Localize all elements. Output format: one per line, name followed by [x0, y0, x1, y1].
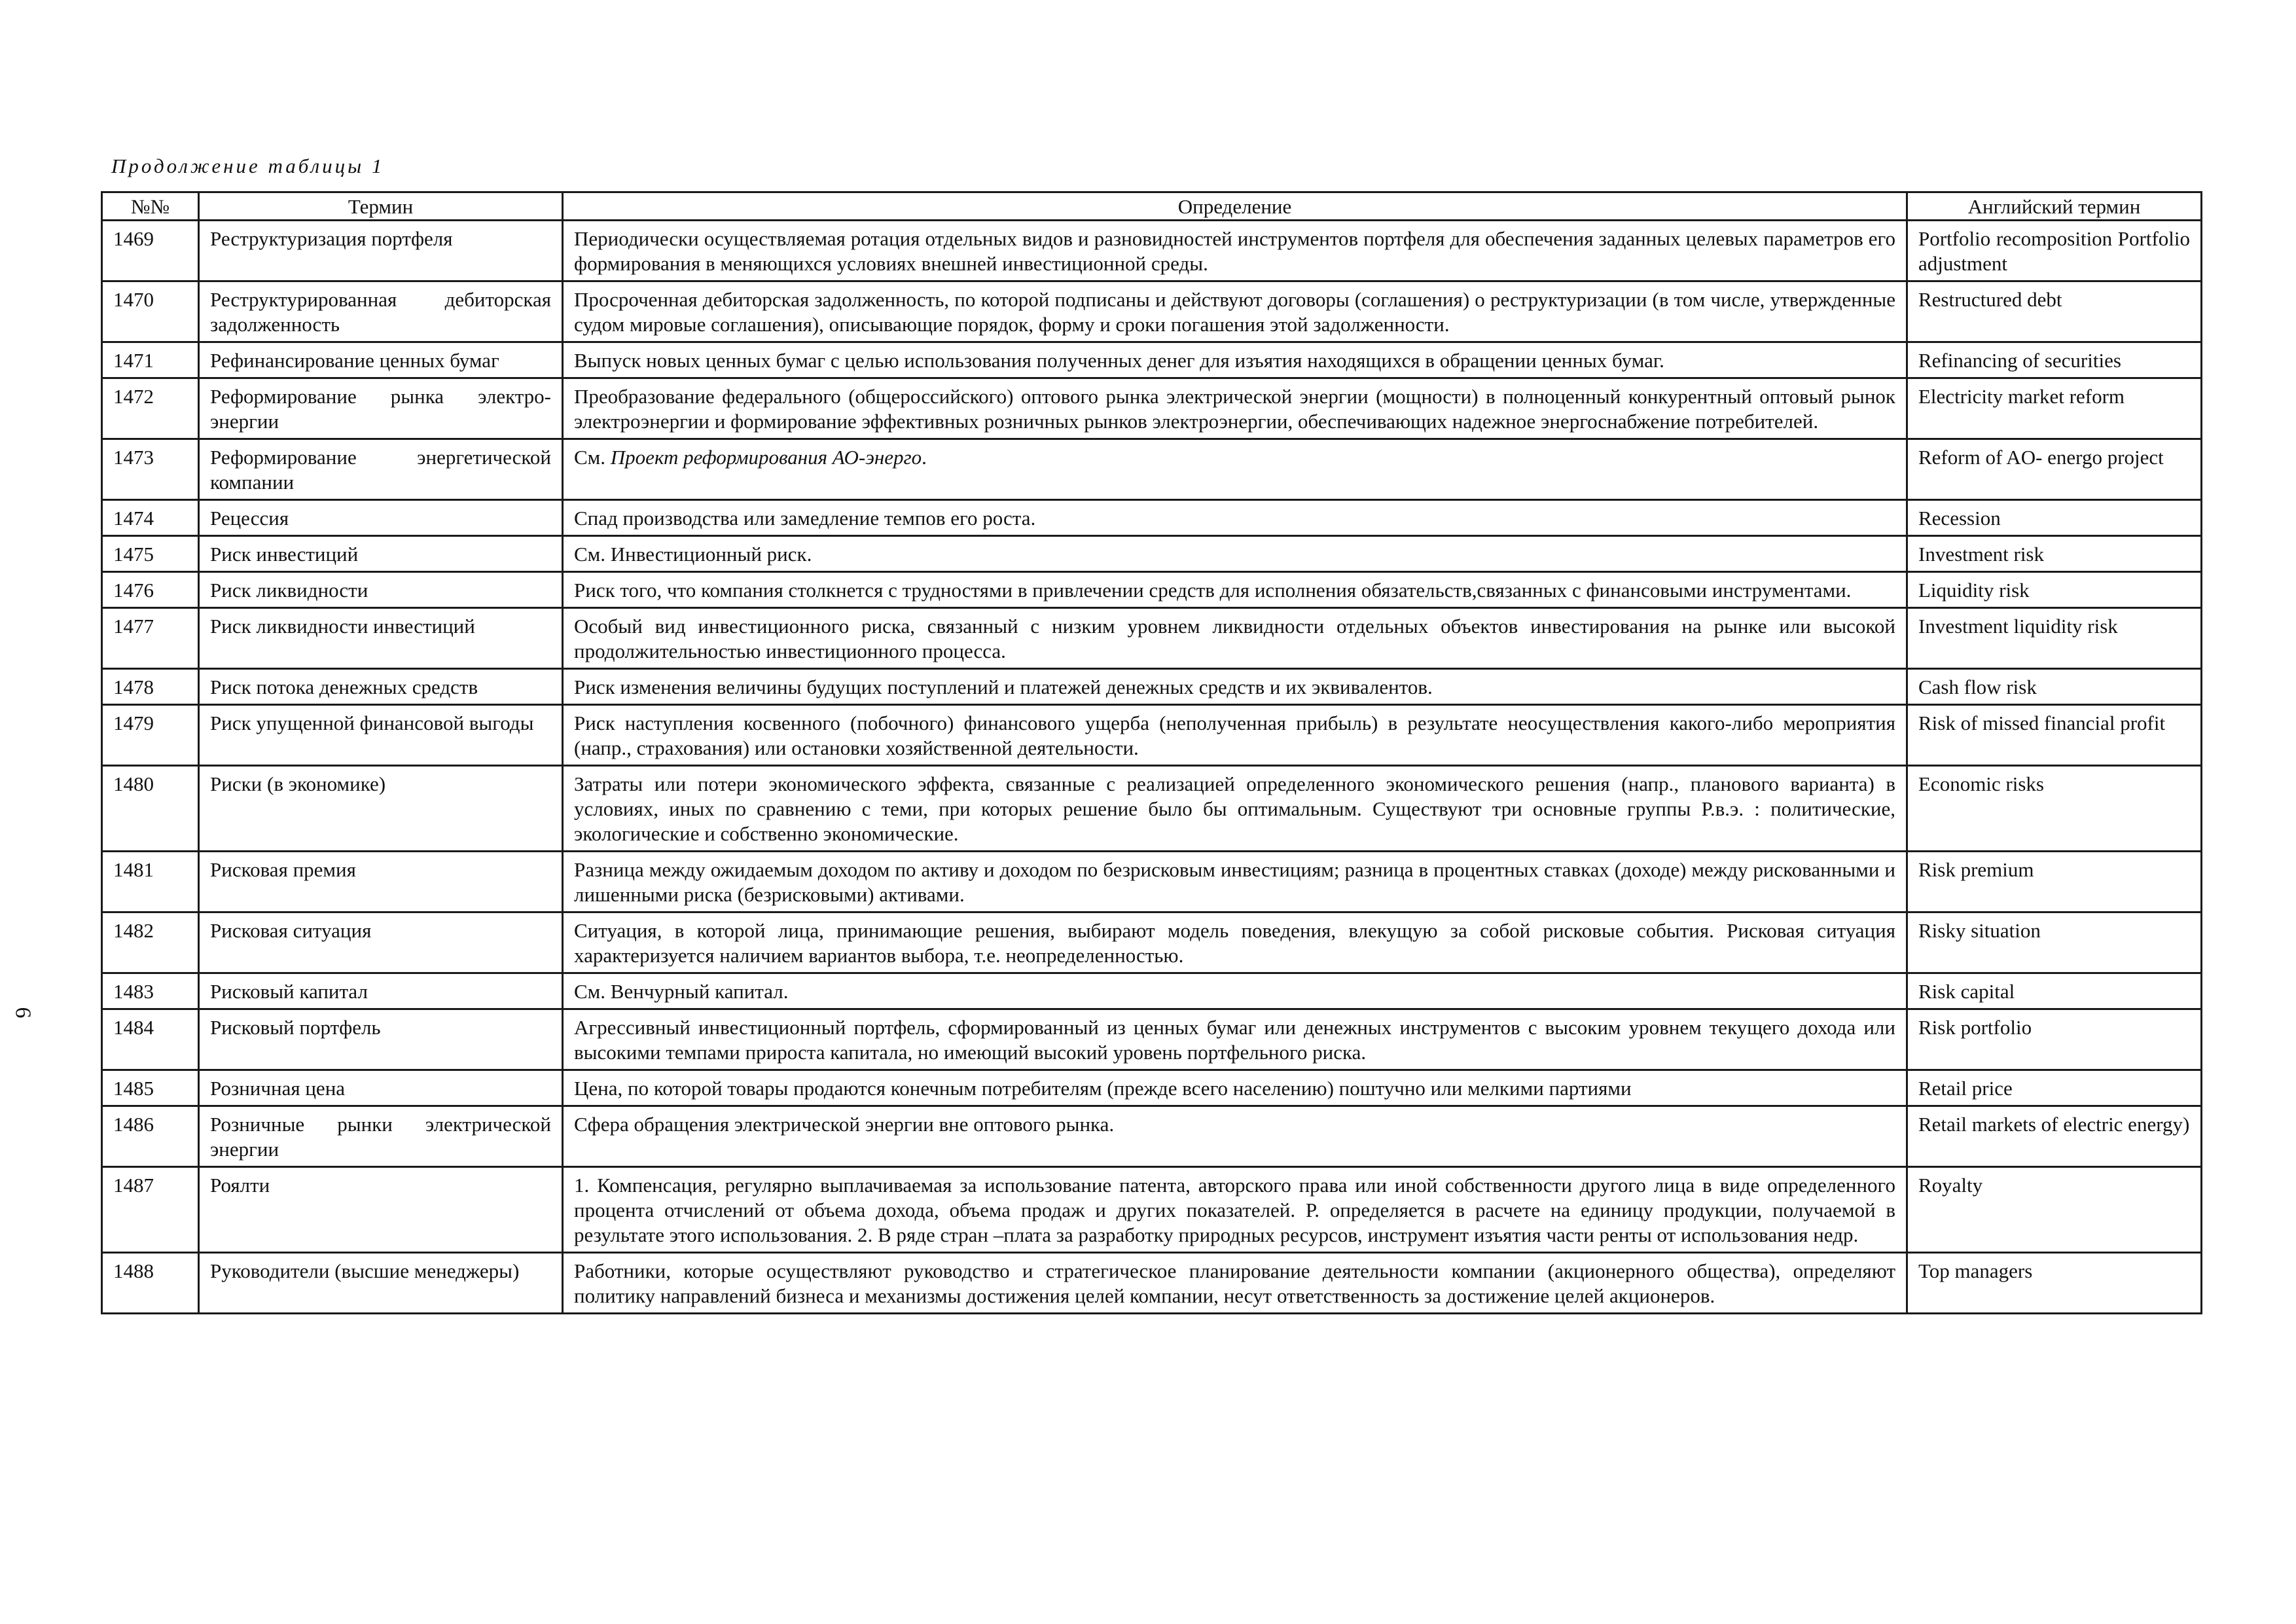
- definition-suffix: .: [922, 446, 927, 469]
- row-term: Реструктурированная дебиторская задолженность: [199, 281, 563, 342]
- row-english-term: Reform of AO- energo project: [1907, 439, 2202, 500]
- row-definition: Работники, которые осуществляют руководство и стратегическое планирование деятельности компании (акционерного общества), определяют политику направлений бизнеса и механизмы достижения целей компании, несут ответственность за достижение целей акционеров.: [563, 1253, 1907, 1314]
- row-definition: 1. Компенсация, регулярно выплачиваемая за использование патента, авторского права или иной собственности другого лица в виде определенного процента отчислений от объема дохода, объема продаж и других показателей. Р. определяется в расчете на единицу продукции, получаемой в результате этого использования. 2. В ряде стран –плата за разработку природных ресурсов, инструмент изъятия части ренты от использования недр.: [563, 1167, 1907, 1253]
- table-row: [102, 1070, 2202, 1106]
- row-term: Рефинансирование ценных бумаг: [199, 342, 563, 378]
- row-term: Рисковая премия: [199, 852, 563, 912]
- row-english-term: Restructured debt: [1907, 281, 2202, 342]
- row-term: Риски (в экономике): [199, 766, 563, 852]
- row-english-term: Recession: [1907, 500, 2202, 536]
- row-term: Рисковая ситуация: [199, 912, 563, 973]
- table-row: [102, 1106, 2202, 1167]
- row-definition: Сфера обращения электрической энергии вне оптового рынка.: [563, 1106, 1907, 1167]
- table-row: [102, 973, 2202, 1009]
- row-number: 1471: [102, 342, 199, 378]
- glossary-table: [101, 191, 2202, 1314]
- row-definition: Выпуск новых ценных бумаг с целью использования полученных денег для изъятия находящихся в обращении ценных бумаг.: [563, 342, 1907, 378]
- row-definition: См. Венчурный капитал.: [563, 973, 1907, 1009]
- table-row: [102, 281, 2202, 342]
- row-number: 1473: [102, 439, 199, 500]
- row-term: Реформирование энергетической компании: [199, 439, 563, 500]
- row-number: 1486: [102, 1106, 199, 1167]
- table-row: [102, 378, 2202, 439]
- header-english: Английский термин: [1907, 192, 2202, 221]
- row-english-term: Risk capital: [1907, 973, 2202, 1009]
- table-row: [102, 705, 2202, 766]
- table-row: [102, 1167, 2202, 1253]
- row-english-term: Liquidity risk: [1907, 572, 2202, 608]
- row-number: 1487: [102, 1167, 199, 1253]
- row-english-term: Electricity market reform: [1907, 378, 2202, 439]
- table-row: [102, 221, 2202, 281]
- row-english-term: Top managers: [1907, 1253, 2202, 1314]
- row-term: Розничные рынки электрической энергии: [199, 1106, 563, 1167]
- row-definition: Ситуация, в которой лица, принимающие решения, выбирают модель поведения, влекущую за собой рисковые события. Рисковая ситуация характеризуется наличием вариантов выбора, т.е. неопределенностью.: [563, 912, 1907, 973]
- row-definition: Спад производства или замедление темпов его роста.: [563, 500, 1907, 536]
- row-number: 1474: [102, 500, 199, 536]
- row-english-term: Investment liquidity risk: [1907, 608, 2202, 669]
- row-term: Риск инвестиций: [199, 536, 563, 572]
- row-number: 1477: [102, 608, 199, 669]
- row-number: 1476: [102, 572, 199, 608]
- row-english-term: Royalty: [1907, 1167, 2202, 1253]
- row-number: 1485: [102, 1070, 199, 1106]
- table-row: [102, 1253, 2202, 1314]
- row-number: 1475: [102, 536, 199, 572]
- header-num: №№: [102, 192, 199, 221]
- row-definition: Риск изменения величины будущих поступлений и платежей денежных средств и их эквивалентов.: [563, 669, 1907, 705]
- row-definition: Агрессивный инвестиционный портфель, сформированный из ценных бумаг или денежных инструментов с высоким уровнем текущего дохода или высокими темпами прироста капитала, но имеющий высокий уровень портфельного риска.: [563, 1009, 1907, 1070]
- row-term: Руководители (высшие менеджеры): [199, 1253, 563, 1314]
- table-caption: Продолжение таблицы 1: [111, 154, 385, 177]
- table-row: [102, 912, 2202, 973]
- table-row: [102, 342, 2202, 378]
- row-english-term: Risk premium: [1907, 852, 2202, 912]
- row-definition: Риск того, что компания столкнется с трудностями в привлечении средств для исполнения обязательств,связанных с финансовыми инструментами.: [563, 572, 1907, 608]
- table-row: [102, 536, 2202, 572]
- row-english-term: Risk portfolio: [1907, 1009, 2202, 1070]
- row-number: 1478: [102, 669, 199, 705]
- row-term: Реструктуризация портфеля: [199, 221, 563, 281]
- row-number: 1480: [102, 766, 199, 852]
- row-english-term: Retail markets of electric energy): [1907, 1106, 2202, 1167]
- row-term: Риск ликвидности: [199, 572, 563, 608]
- row-number: 1483: [102, 973, 199, 1009]
- table-row: [102, 669, 2202, 705]
- row-english-term: Economic risks: [1907, 766, 2202, 852]
- row-english-term: Retail price: [1907, 1070, 2202, 1106]
- table-row: [102, 1009, 2202, 1070]
- row-english-term: Refinancing of securities: [1907, 342, 2202, 378]
- row-english-term: Risk of missed financial profit: [1907, 705, 2202, 766]
- definition-prefix: См.: [574, 446, 611, 469]
- row-definition: Просроченная дебиторская задолженность, по которой подписаны и действуют договоры (соглашения) о реструктуризации (в том числе, утвержденные судом мировые соглашения), описывающие порядок, форму и сроки погашения этой задолженности.: [563, 281, 1907, 342]
- row-definition: Цена, по которой товары продаются конечным потребителям (прежде всего населению) поштучно или мелкими партиями: [563, 1070, 1907, 1106]
- row-number: 1472: [102, 378, 199, 439]
- row-english-term: Investment risk: [1907, 536, 2202, 572]
- table-row: [102, 500, 2202, 536]
- page-number: 6: [10, 1007, 35, 1019]
- row-number: 1469: [102, 221, 199, 281]
- row-term: Розничная цена: [199, 1070, 563, 1106]
- row-term: Реформирование рынка электро-энергии: [199, 378, 563, 439]
- row-number: 1470: [102, 281, 199, 342]
- row-number: 1484: [102, 1009, 199, 1070]
- row-number: 1488: [102, 1253, 199, 1314]
- row-definition: Преобразование федерального (общероссийского) оптового рынка электрической энергии (мощности) в полноценный конкурентный оптовый рынок электроэнергии и формирование эффективных розничных рынков электроэнергии, обеспечивающих надежное энергоснабжение потребителей.: [563, 378, 1907, 439]
- table-row: [102, 766, 2202, 852]
- header-definition: Определение: [563, 192, 1907, 221]
- row-english-term: Cash flow risk: [1907, 669, 2202, 705]
- row-term: Риск ликвидности инвестиций: [199, 608, 563, 669]
- row-definition: Разница между ожидаемым доходом по активу и доходом по безрисковым инвестициям; разница в процентных ставках (доходе) между рискованными и лишенными риска (безрисковыми) активами.: [563, 852, 1907, 912]
- row-number: 1479: [102, 705, 199, 766]
- row-number: 1482: [102, 912, 199, 973]
- row-term: Риск упущенной финансовой выгоды: [199, 705, 563, 766]
- row-term: Рисковый капитал: [199, 973, 563, 1009]
- row-term: Рисковый портфель: [199, 1009, 563, 1070]
- header-row: [102, 192, 2202, 221]
- row-definition: [563, 439, 1907, 500]
- row-number: 1481: [102, 852, 199, 912]
- header-term: Термин: [199, 192, 563, 221]
- row-definition: См. Инвестиционный риск.: [563, 536, 1907, 572]
- definition-cross-reference: Проект реформирования АО-энерго: [610, 446, 922, 469]
- row-term: Роялти: [199, 1167, 563, 1253]
- row-definition: Риск наступления косвенного (побочного) финансового ущерба (неполученная прибыль) в результате неосуществления какого-либо мероприятия (напр., страхования) или остановки хозяйственной деятельности.: [563, 705, 1907, 766]
- row-english-term: Risky situation: [1907, 912, 2202, 973]
- table-row: [102, 439, 2202, 500]
- table-row: [102, 572, 2202, 608]
- table-row: [102, 608, 2202, 669]
- row-definition: Затраты или потери экономического эффекта, связанные с реализацией определенного экономического решения (напр., планового варианта) в условиях, иных по сравнению с теми, при которых решение было бы оптимальным. Существуют три основные группы Р.в.э. : политические, экологические и собственно экономические.: [563, 766, 1907, 852]
- row-term: Риск потока денежных средств: [199, 669, 563, 705]
- row-english-term: Portfolio recomposition Portfolio adjustment: [1907, 221, 2202, 281]
- row-term: Рецессия: [199, 500, 563, 536]
- row-definition: Особый вид инвестиционного риска, связанный с низким уровнем ликвидности отдельных объектов инвестирования на рынке или высокой продолжительностью инвестиционного процесса.: [563, 608, 1907, 669]
- table-row: [102, 852, 2202, 912]
- row-definition: Периодически осуществляемая ротация отдельных видов и разновидностей инструментов портфеля для обеспечения заданных целевых параметров его формирования в меняющихся условиях внешней инвестиционной среды.: [563, 221, 1907, 281]
